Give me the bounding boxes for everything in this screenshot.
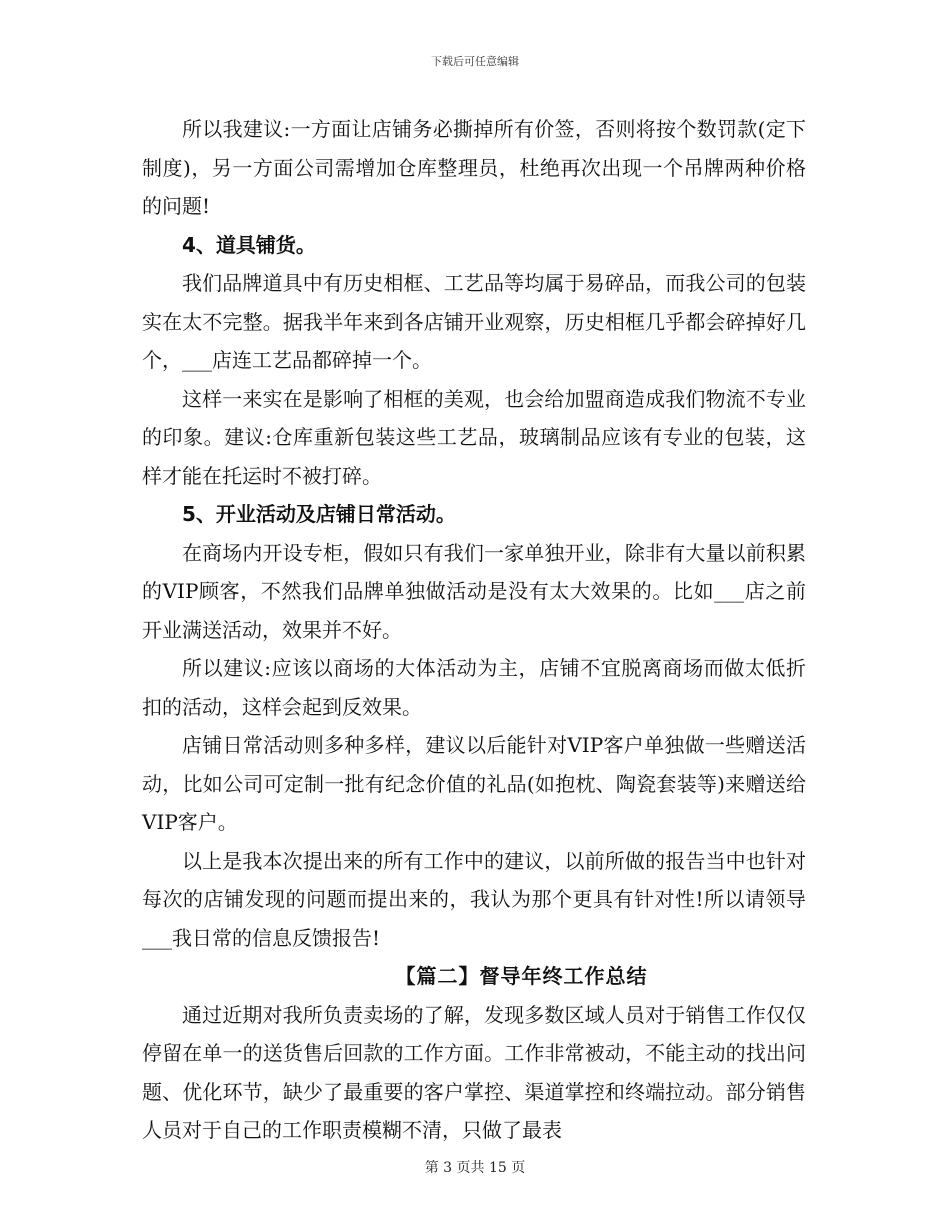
paragraph: 通过近期对我所负责卖场的了解，发现多数区域人员对于销售工作仅仅停留在单一的送货售后回款的工作方面。工作非常被动，不能主动的找出问题、优化环节，缺少了最重要的客户掌控、渠道掌控和终端拉动。部分销售人员对于自己的工作职责模糊不清，只做了最表 (142, 1002, 806, 1142)
section-heading: 4、道具铺货。 (182, 232, 316, 257)
paragraph: 所以建议:应该以商场的大体活动为主，店铺不宜脱离商场而做太低折扣的活动，这样会起到反效果。 (142, 656, 806, 719)
paragraph: 我们品牌道具中有历史相框、工艺品等均属于易碎品，而我公司的包装实在太不完整。据我半年来到各店铺开业观察，历史相框几乎都会碎掉好几个，___店连工艺品都碎掉一个。 (142, 271, 806, 372)
document-body (142, 110, 806, 1150)
paragraph: 以上是我本次提出来的所有工作中的建议，以前所做的报告当中也针对每次的店铺发现的问题而提出来的，我认为那个更具有针对性!所以请领导___我日常的信息反馈报告! (142, 848, 806, 950)
paragraph: 这样一来实在是影响了相框的美观，也会给加盟商造成我们物流不专业的印象。建议:仓库重新包装这些工艺品，玻璃制品应该有专业的包装，这样才能在托运时不被打碎。 (142, 386, 806, 488)
paragraph: 所以我建议:一方面让店铺务必撕掉所有价签，否则将按个数罚款(定下制度)，另一方面公司需增加仓库整理员，杜绝再次出现一个吊牌两种价格的问题! (142, 117, 806, 218)
page-footer: 第 3 页共 15 页 (424, 1160, 526, 1176)
chapter-title: 【篇二】督导年终工作总结 (395, 964, 648, 988)
paragraph: 在商场内开设专柜，假如只有我们一家单独开业，除非有大量以前积累的VIP顾客，不然我们品牌单独做活动是没有太大效果的。比如___店之前开业满送活动，效果并不好。 (142, 540, 806, 642)
section-heading: 5、开业活动及店铺日常活动。 (182, 502, 456, 526)
page-header: 下载后可任意编辑 (431, 55, 519, 68)
paragraph: 店铺日常活动则多种多样，建议以后能针对VIP客户单独做一些赠送活动，比如公司可定制一批有纪念价值的礼品(如抱枕、陶瓷套装等)来赠送给VIP客户。 (142, 733, 806, 834)
